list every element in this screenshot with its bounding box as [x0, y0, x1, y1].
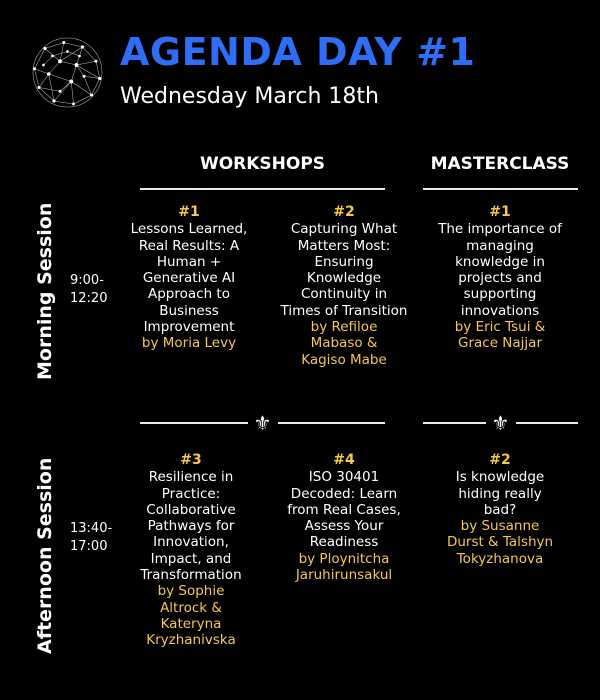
globe-network-icon: [30, 35, 105, 110]
workshop-number: #3: [180, 452, 202, 468]
afternoon-time: [70, 520, 112, 556]
masterclass-card-1: [430, 204, 570, 352]
masterclass-number: #1: [489, 204, 511, 220]
workshop-title: Capturing What Matters Most: Ensuring Knowledge Continuity in Times of Transition: [280, 221, 408, 319]
masterclass-heading: MASTERCLASS: [430, 154, 570, 174]
workshop-card-2: [280, 204, 408, 368]
workshop-title: ISO 30401 Decoded: Learn from Real Cases, Assess Your Readiness: [287, 469, 401, 551]
workshop-title: Lessons Learned, Real Results: A Human + Generative AI Approach to Business Improvement: [130, 221, 248, 336]
workshops-heading: WORKSHOPS: [199, 154, 326, 174]
workshop-title: Resilience in Practice: Collaborative Pathways for Innovation, Impact, and Transformation: [140, 469, 242, 584]
session-divider-masterclass: [423, 413, 578, 433]
morning-time-end: 12:20: [70, 291, 108, 306]
afternoon-time-start: 13:40-: [70, 521, 113, 536]
fleur-de-lis-icon: ⚜: [491, 411, 510, 435]
masterclass-card-2: [438, 452, 562, 567]
morning-session-label: Morning Session: [34, 202, 56, 380]
morning-time: [70, 272, 107, 308]
session-divider-workshops: [140, 413, 385, 433]
morning-time-start: 9:00-: [70, 273, 104, 288]
workshop-number: #4: [333, 452, 355, 468]
workshop-number: #2: [333, 204, 355, 220]
fleur-de-lis-icon: ⚜: [253, 411, 272, 435]
afternoon-session-label: Afternoon Session: [34, 457, 56, 654]
workshop-card-1: [128, 204, 250, 352]
masterclass-number: #2: [489, 452, 511, 468]
masterclass-title: The importance of managing knowledge in projects and supporting innovations: [438, 221, 562, 319]
workshop-card-4: [280, 452, 408, 583]
event-date: Wednesday March 18th: [120, 84, 379, 109]
afternoon-time-end: 17:00: [70, 539, 108, 554]
masterclass-speakers: by Susanne Durst & Talshyn Tokyzhanova: [446, 518, 554, 567]
workshop-speakers: by Moria Levy: [141, 335, 237, 352]
workshop-card-3: [126, 452, 256, 649]
page-title: AGENDA DAY #1: [120, 30, 476, 74]
workshops-heading-rule: [140, 188, 385, 190]
workshop-speakers: by Sophie Altrock & Kateryna Kryzhanivska: [146, 583, 236, 649]
masterclass-title: Is knowledge hiding really bad?: [455, 469, 545, 518]
masterclass-heading-rule: [423, 188, 578, 190]
workshop-speakers: by Ploynitcha Jaruhirunsakul: [295, 550, 393, 584]
workshop-number: #1: [178, 204, 200, 220]
masterclass-speakers: by Eric Tsui & Grace Najjar: [454, 319, 546, 352]
workshop-speakers: by Refiloe Mabaso & Kagiso Mabe: [301, 319, 387, 368]
